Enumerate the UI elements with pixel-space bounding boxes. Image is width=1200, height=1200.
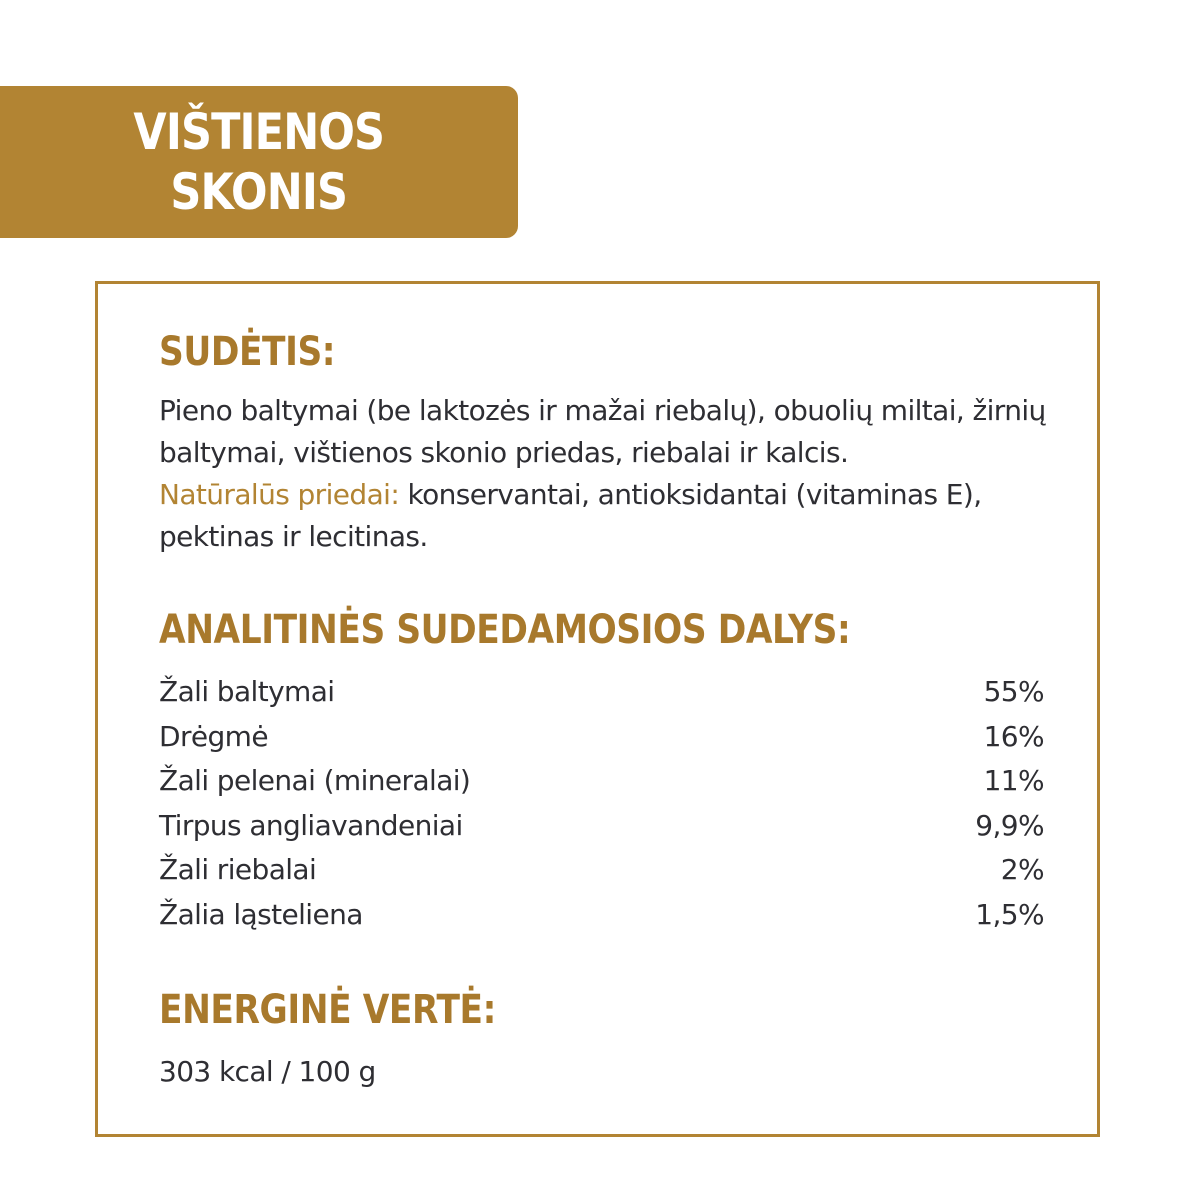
constituent-value: 55% xyxy=(983,675,1044,708)
constituent-name: Drėgmė xyxy=(159,719,268,753)
constituent-name: Žali baltymai xyxy=(159,675,335,708)
constituent-row-soluble-carbohydrates xyxy=(159,804,1044,849)
analytical-constituents-heading: ANALITINĖS SUDEDAMOSIOS DALYS: xyxy=(159,607,851,653)
composition-text xyxy=(159,390,1059,558)
constituent-row-crude-ash xyxy=(159,759,1044,804)
flavor-title-line-1: VIŠTIENOS xyxy=(133,103,385,161)
natural-additives-label: Natūralūs priedai: xyxy=(159,478,400,511)
energy-value-heading: ENERGINĖ VERTĖ: xyxy=(159,987,496,1033)
constituent-row-crude-fat xyxy=(159,848,1044,893)
constituent-value: 11% xyxy=(983,764,1044,798)
natural-additives-text: konservantai, antioksidantai (vitaminas E), pektinas ir lecitinas. xyxy=(159,478,982,553)
nutrition-info-panel xyxy=(95,281,1100,1137)
constituent-row-moisture xyxy=(159,715,1044,760)
constituent-name: Žalia ląsteliena xyxy=(159,897,363,931)
constituent-name: Žali pelenai (mineralai) xyxy=(159,764,471,798)
constituent-row-crude-protein xyxy=(159,670,1044,715)
composition-heading: SUDĖTIS: xyxy=(159,329,336,375)
composition-ingredients: Pieno baltymai (be laktozės ir mažai riebalų), obuolių miltai, žirnių baltymai, vištienos skonio priedas, riebalai ir kalcis. xyxy=(159,394,1046,469)
constituent-value: 2% xyxy=(1000,853,1044,887)
constituent-value: 9,9% xyxy=(975,808,1044,842)
flavor-banner xyxy=(0,86,518,238)
constituent-name: Tirpus angliavandeniai xyxy=(159,808,463,842)
energy-value-text: 303 kcal / 100 g xyxy=(159,1055,376,1088)
constituent-name: Žali riebalai xyxy=(159,853,317,887)
constituent-row-crude-fibre xyxy=(159,893,1044,938)
analytical-constituents-list xyxy=(159,670,1044,938)
constituent-value: 1,5% xyxy=(975,897,1044,931)
flavor-title-line-2: SKONIS xyxy=(170,163,348,221)
constituent-value: 16% xyxy=(983,719,1044,753)
